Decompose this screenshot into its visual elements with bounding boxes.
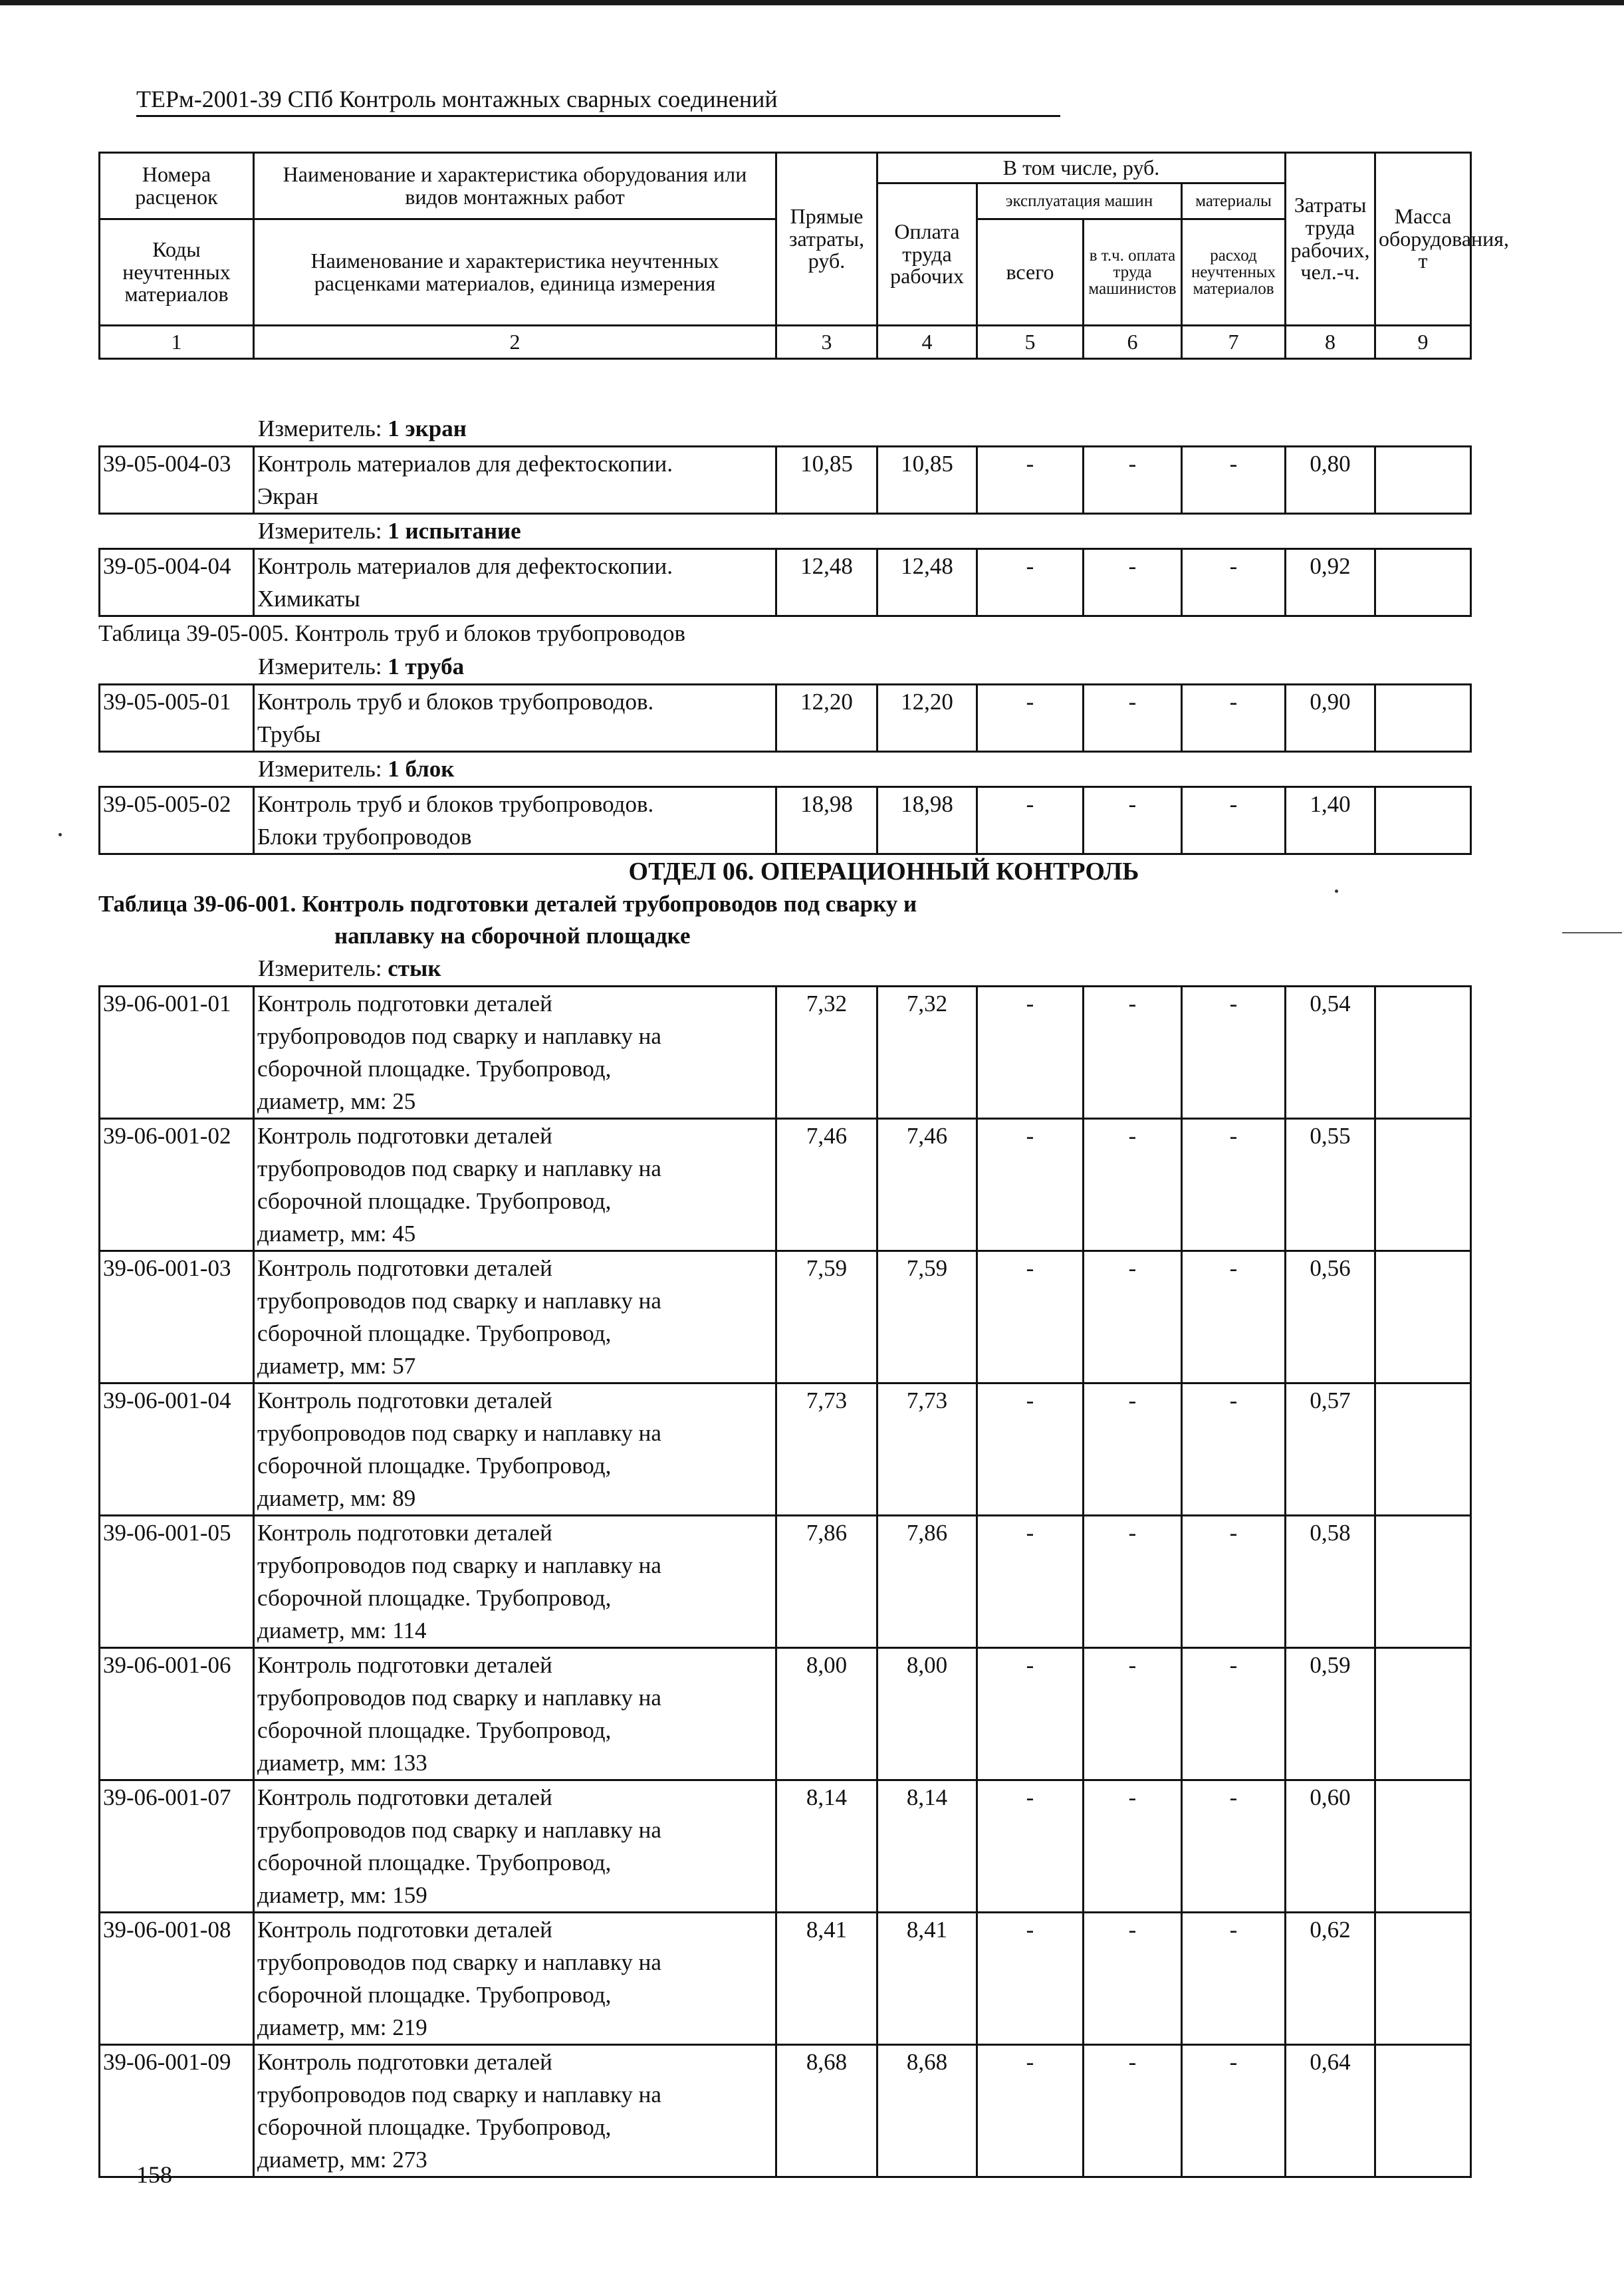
table-row: [100, 447, 1471, 514]
description-line: сборочной площадке. Трубопровод,: [257, 1717, 612, 1743]
description-line: сборочной площадке. Трубопровод,: [257, 1850, 612, 1875]
rate-code: 39-05-004-04: [100, 549, 254, 616]
direct-cost: 12,20: [776, 685, 877, 752]
description-line: трубопроводов под сварку и наплавку на: [257, 1288, 661, 1314]
labor-hours: 0,57: [1286, 1383, 1375, 1516]
materials-cost: -: [1182, 1119, 1286, 1251]
table-row: [100, 1383, 1471, 1516]
direct-cost: 8,00: [776, 1648, 877, 1780]
equipment-mass: [1375, 685, 1471, 752]
description-line: диаметр, мм: 25: [257, 1088, 416, 1114]
rate-description: [254, 987, 776, 1119]
materials-cost: -: [1182, 1913, 1286, 2045]
rate-description: Контроль труб и блоков трубопроводов. Блоки трубопроводов: [254, 787, 776, 854]
rate-code: 39-05-005-01: [100, 685, 254, 752]
materials-cost: -: [1182, 1780, 1286, 1913]
machines-total: -: [977, 549, 1084, 616]
labor-hours: 0,60: [1286, 1780, 1375, 1913]
page-header-title: ТЕРм-2001-39 СПб Контроль монтажных сварных соединений: [136, 86, 778, 112]
rate-code: 39-06-001-08: [100, 1913, 254, 2045]
equipment-mass: [1375, 1780, 1471, 1913]
machines-total: -: [977, 987, 1084, 1119]
description-line: трубопроводов под сварку и наплавку на: [257, 1420, 661, 1446]
table-row: [100, 787, 1471, 854]
labor-pay: 7,59: [877, 1251, 977, 1383]
description-line: Контроль подготовки деталей: [257, 1917, 552, 1943]
rate-code: 39-05-005-02: [100, 787, 254, 854]
machines-total: -: [977, 1516, 1084, 1648]
description-line: диаметр, мм: 219: [257, 2014, 427, 2040]
rate-table: [98, 786, 1472, 855]
measure-line: Измеритель: 1 блок: [258, 756, 455, 782]
measure-line: Измеритель: 1 экран: [258, 416, 467, 441]
col6-header: в т.ч. оплата труда машинистов: [1084, 219, 1182, 326]
rate-description: [254, 1780, 776, 1913]
machinist-pay: -: [1084, 1383, 1182, 1516]
equipment-mass: [1375, 1516, 1471, 1648]
rate-code: 39-06-001-04: [100, 1383, 254, 1516]
margin-mark: [1562, 932, 1622, 933]
table-row: [100, 1119, 1471, 1251]
machinist-pay: -: [1084, 1780, 1182, 1913]
rate-description: [254, 1119, 776, 1251]
col-number-6: 6: [1084, 326, 1182, 359]
table-title: Таблица 39-05-005. Контроль труб и блоков трубопроводов: [98, 620, 685, 646]
description-line: сборочной площадке. Трубопровод,: [257, 1188, 612, 1214]
description-line: Контроль подготовки деталей: [257, 1520, 552, 1546]
direct-cost: 7,32: [776, 987, 877, 1119]
machines-header: эксплуатация машин: [977, 183, 1182, 219]
machines-total: -: [977, 1383, 1084, 1516]
direct-cost: 7,86: [776, 1516, 877, 1648]
rate-table: [98, 683, 1472, 753]
labor-hours: 0,62: [1286, 1913, 1375, 2045]
labor-pay: 12,20: [877, 685, 977, 752]
labor-hours: 0,80: [1286, 447, 1375, 514]
description-line: Контроль подготовки деталей: [257, 1255, 552, 1281]
col-number-5: 5: [977, 326, 1084, 359]
labor-pay: 7,46: [877, 1119, 977, 1251]
labor-pay: 7,86: [877, 1516, 977, 1648]
materials-cost: -: [1182, 1251, 1286, 1383]
description-line: диаметр, мм: 45: [257, 1221, 416, 1247]
machines-total: -: [977, 2045, 1084, 2177]
labor-pay: 12,48: [877, 549, 977, 616]
labor-pay: 7,73: [877, 1383, 977, 1516]
measure-line: Измеритель: 1 труба: [258, 654, 465, 679]
col-number-8: 8: [1286, 326, 1375, 359]
labor-pay: 8,68: [877, 2045, 977, 2177]
table-row: [100, 1913, 1471, 2045]
materials-cost: -: [1182, 1516, 1286, 1648]
rate-code: 39-06-001-09: [100, 2045, 254, 2177]
rate-code: 39-06-001-06: [100, 1648, 254, 1780]
col9-header: Масса оборудования, т: [1375, 153, 1471, 326]
equipment-mass: [1375, 447, 1471, 514]
table-row: [100, 549, 1471, 616]
materials-cost: -: [1182, 987, 1286, 1119]
equipment-mass: [1375, 1251, 1471, 1383]
description-line: сборочной площадке. Трубопровод,: [257, 1585, 612, 1611]
materials-cost: -: [1182, 2045, 1286, 2177]
rate-description: [254, 1913, 776, 2045]
rate-description: Контроль материалов для дефектоскопии. Химикаты: [254, 549, 776, 616]
machines-total: -: [977, 447, 1084, 514]
machines-total: -: [977, 787, 1084, 854]
labor-hours: 0,54: [1286, 987, 1375, 1119]
rate-code: 39-06-001-03: [100, 1251, 254, 1383]
header-rule: [136, 115, 1060, 117]
rate-description: [254, 1251, 776, 1383]
rate-description: Контроль труб и блоков трубопроводов. Трубы: [254, 685, 776, 752]
col-number-4: 4: [877, 326, 977, 359]
labor-hours: 0,58: [1286, 1516, 1375, 1648]
rate-description: [254, 2045, 776, 2177]
col4-header: Оплата труда рабочих: [877, 183, 977, 326]
price-list-body: [98, 412, 1470, 2178]
col-number-7: 7: [1182, 326, 1286, 359]
rate-description: [254, 1383, 776, 1516]
direct-cost: 10,85: [776, 447, 877, 514]
col7-header: расход неучтенных материалов: [1182, 219, 1286, 326]
labor-hours: 0,90: [1286, 685, 1375, 752]
machinist-pay: -: [1084, 685, 1182, 752]
rate-table: [98, 548, 1472, 617]
labor-hours: 0,92: [1286, 549, 1375, 616]
scan-dot: [1335, 890, 1338, 893]
description-line: диаметр, мм: 89: [257, 1485, 416, 1511]
description-line: Контроль подготовки деталей: [257, 1387, 552, 1413]
description-line: трубопроводов под сварку и наплавку на: [257, 1817, 661, 1843]
labor-pay: 7,32: [877, 987, 977, 1119]
machinist-pay: -: [1084, 987, 1182, 1119]
table-title-line-2: наплавку на сборочной площадке: [334, 923, 691, 949]
rate-code: 39-06-001-02: [100, 1119, 254, 1251]
description-line: Контроль подготовки деталей: [257, 1123, 552, 1149]
description-line: трубопроводов под сварку и наплавку на: [257, 2082, 661, 2107]
labor-pay: 8,00: [877, 1648, 977, 1780]
description-line: трубопроводов под сварку и наплавку на: [257, 1552, 661, 1578]
scan-dot: [58, 833, 62, 836]
description-line: диаметр, мм: 114: [257, 1618, 427, 1643]
col2-bottom-header: Наименование и характеристика неучтенных расценками материалов, единица измерения: [254, 219, 776, 326]
machines-total: -: [977, 1251, 1084, 1383]
description-line: диаметр, мм: 159: [257, 1882, 427, 1908]
section-title: ОТДЕЛ 06. ОПЕРАЦИОННЫЙ КОНТРОЛЬ: [628, 858, 1139, 886]
col-number-2: 2: [254, 326, 776, 359]
table-row: [100, 2045, 1471, 2177]
description-line: Контроль подготовки деталей: [257, 2049, 552, 2075]
table-row: [100, 1648, 1471, 1780]
col3-header: Прямые затраты, руб.: [776, 153, 877, 326]
machines-total: -: [977, 1780, 1084, 1913]
description-line: трубопроводов под сварку и наплавку на: [257, 1685, 661, 1711]
equipment-mass: [1375, 1383, 1471, 1516]
rate-code: 39-06-001-01: [100, 987, 254, 1119]
machines-total: -: [977, 1648, 1084, 1780]
labor-pay: 10,85: [877, 447, 977, 514]
description-line: диаметр, мм: 57: [257, 1353, 416, 1379]
labor-hours: 1,40: [1286, 787, 1375, 854]
col5-header: всего: [977, 219, 1084, 326]
machinist-pay: -: [1084, 787, 1182, 854]
description-line: сборочной площадке. Трубопровод,: [257, 1320, 612, 1346]
rate-code: 39-05-004-03: [100, 447, 254, 514]
rate-description: Контроль материалов для дефектоскопии. Экран: [254, 447, 776, 514]
col1-top-header: Номера расценок: [100, 153, 254, 219]
machinist-pay: -: [1084, 2045, 1182, 2177]
equipment-mass: [1375, 787, 1471, 854]
column-header-table: [98, 152, 1509, 360]
equipment-mass: [1375, 1119, 1471, 1251]
description-line: диаметр, мм: 133: [257, 1750, 427, 1776]
direct-cost: 8,41: [776, 1913, 877, 2045]
rate-table: [98, 445, 1472, 515]
rate-table: [98, 985, 1472, 2178]
materials-header: материалы: [1182, 183, 1286, 219]
rate-description: [254, 1648, 776, 1780]
equipment-mass: [1375, 987, 1471, 1119]
description-line: сборочной площадке. Трубопровод,: [257, 1056, 612, 1082]
description-line: Контроль подготовки деталей: [257, 1652, 552, 1678]
materials-cost: -: [1182, 787, 1286, 854]
machinist-pay: -: [1084, 549, 1182, 616]
table-row: [100, 685, 1471, 752]
machines-total: -: [977, 1913, 1084, 2045]
direct-cost: 7,46: [776, 1119, 877, 1251]
table-row: [100, 987, 1471, 1119]
machinist-pay: -: [1084, 1516, 1182, 1648]
scan-top-border: [0, 0, 1624, 5]
direct-cost: 12,48: [776, 549, 877, 616]
materials-cost: -: [1182, 1383, 1286, 1516]
labor-pay: 8,14: [877, 1780, 977, 1913]
labor-pay: 18,98: [877, 787, 977, 854]
machines-total: -: [977, 1119, 1084, 1251]
materials-cost: -: [1182, 1648, 1286, 1780]
description-line: Контроль подготовки деталей: [257, 1784, 552, 1810]
description-line: трубопроводов под сварку и наплавку на: [257, 1155, 661, 1181]
direct-cost: 7,73: [776, 1383, 877, 1516]
table-title-line-1: Таблица 39-06-001. Контроль подготовки деталей трубопроводов под сварку и: [98, 891, 917, 917]
rate-code: 39-06-001-05: [100, 1516, 254, 1648]
materials-cost: -: [1182, 549, 1286, 616]
machinist-pay: -: [1084, 1648, 1182, 1780]
page-number: 158: [136, 2161, 172, 2188]
description-line: трубопроводов под сварку и наплавку на: [257, 1949, 661, 1975]
description-line: сборочной площадке. Трубопровод,: [257, 1982, 612, 2008]
col2-top-header: Наименование и характеристика оборудования или видов монтажных работ: [254, 153, 776, 219]
description-line: Контроль подготовки деталей: [257, 991, 552, 1017]
table-row: [100, 1780, 1471, 1913]
table-row: [100, 1251, 1471, 1383]
machines-total: -: [977, 685, 1084, 752]
direct-cost: 7,59: [776, 1251, 877, 1383]
machinist-pay: -: [1084, 1251, 1182, 1383]
col8-header: Затраты труда рабочих, чел.-ч.: [1286, 153, 1375, 326]
col-number-9: 9: [1375, 326, 1471, 359]
equipment-mass: [1375, 549, 1471, 616]
labor-hours: 0,55: [1286, 1119, 1375, 1251]
rate-code: 39-06-001-07: [100, 1780, 254, 1913]
direct-cost: 8,14: [776, 1780, 877, 1913]
col-number-3: 3: [776, 326, 877, 359]
description-line: сборочной площадке. Трубопровод,: [257, 2114, 612, 2140]
col-number-1: 1: [100, 326, 254, 359]
labor-hours: 0,64: [1286, 2045, 1375, 2177]
measure-line: Измеритель: стык: [258, 955, 441, 981]
labor-hours: 0,56: [1286, 1251, 1375, 1383]
machinist-pay: -: [1084, 447, 1182, 514]
description-line: диаметр, мм: 273: [257, 2147, 427, 2173]
equipment-mass: [1375, 2045, 1471, 2177]
machinist-pay: -: [1084, 1119, 1182, 1251]
machinist-pay: -: [1084, 1913, 1182, 2045]
materials-cost: -: [1182, 447, 1286, 514]
measure-line: Измеритель: 1 испытание: [258, 518, 521, 544]
labor-pay: 8,41: [877, 1913, 977, 2045]
equipment-mass: [1375, 1648, 1471, 1780]
direct-cost: 8,68: [776, 2045, 877, 2177]
group-header: В том числе, руб.: [877, 153, 1286, 183]
rate-description: [254, 1516, 776, 1648]
table-row: [100, 1516, 1471, 1648]
equipment-mass: [1375, 1913, 1471, 2045]
col1-bottom-header: Коды неучтенных материалов: [100, 219, 254, 326]
description-line: сборочной площадке. Трубопровод,: [257, 1453, 612, 1479]
description-line: трубопроводов под сварку и наплавку на: [257, 1023, 661, 1049]
direct-cost: 18,98: [776, 787, 877, 854]
labor-hours: 0,59: [1286, 1648, 1375, 1780]
materials-cost: -: [1182, 685, 1286, 752]
